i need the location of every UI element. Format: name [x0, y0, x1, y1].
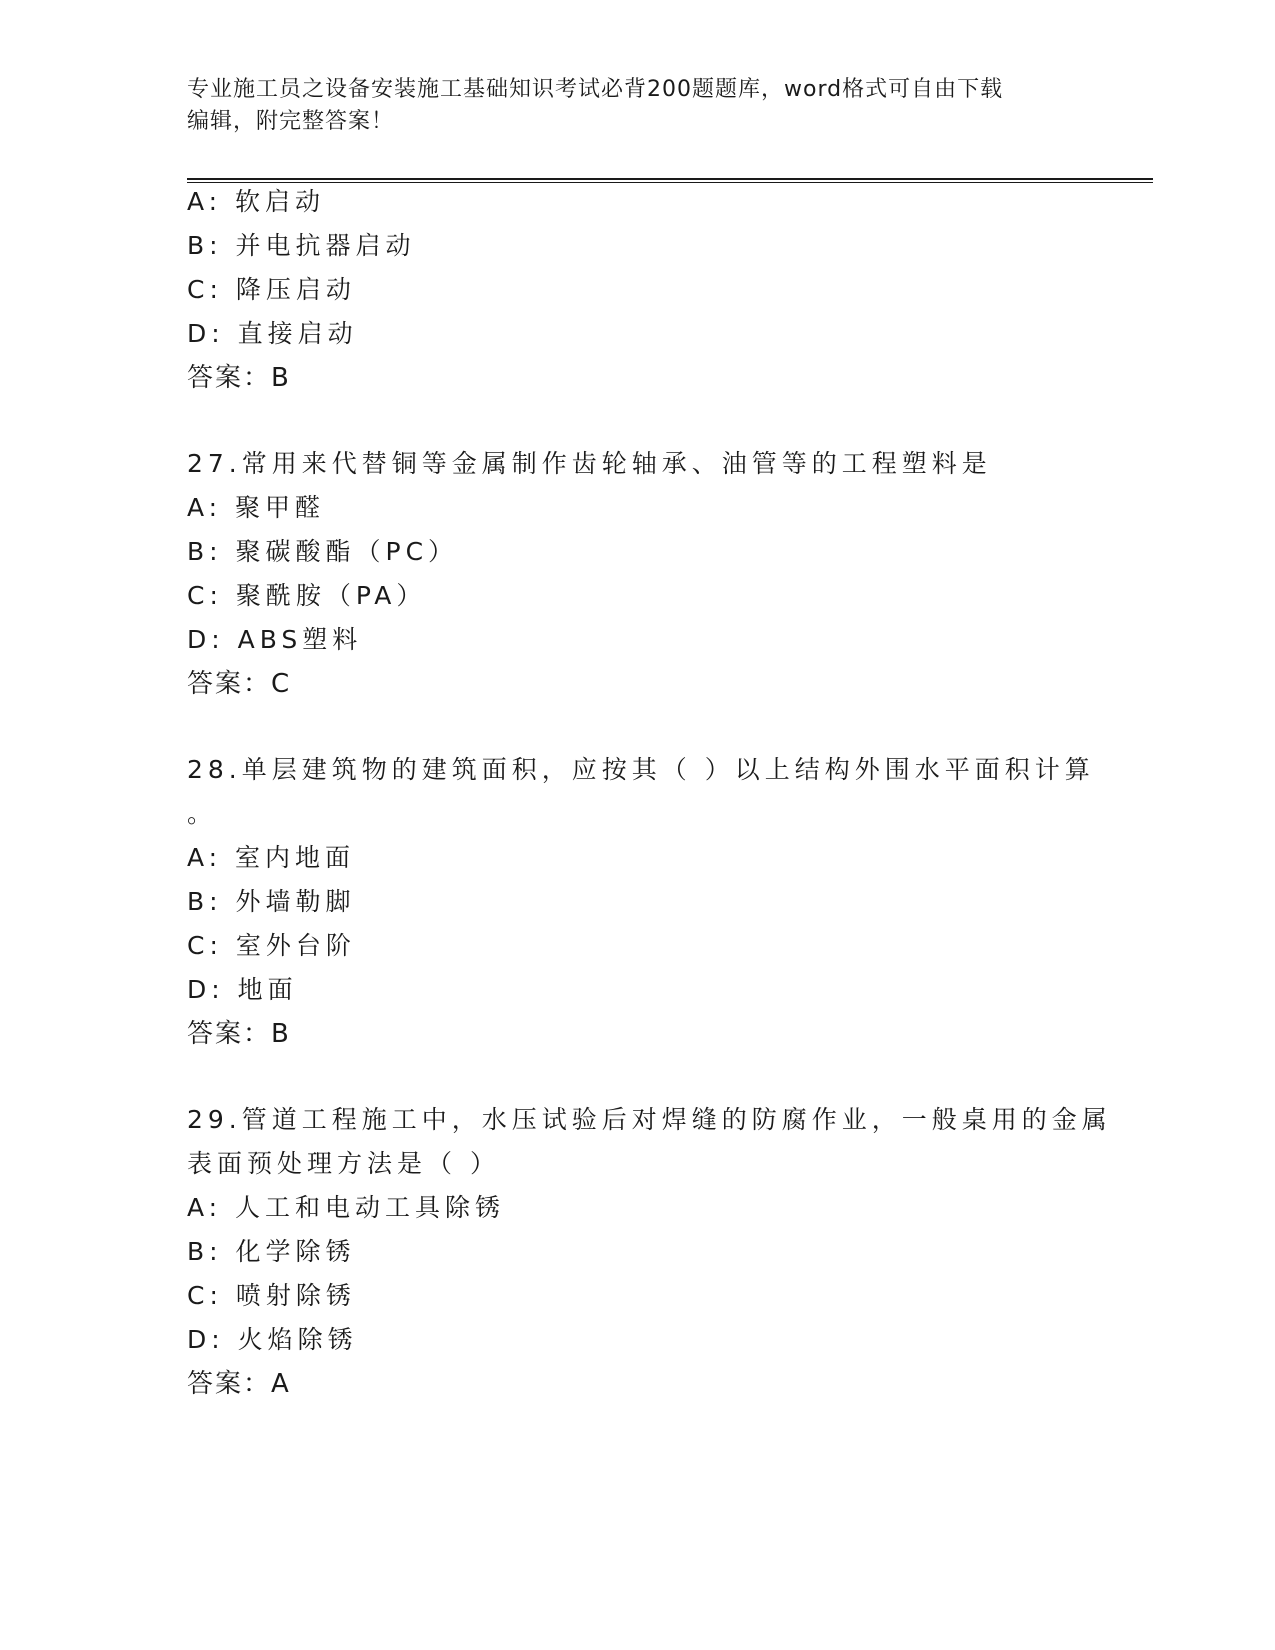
- q28-option-d: D: 地面: [187, 975, 298, 1004]
- q29-answer: 答案：A: [187, 1369, 291, 1399]
- q26-option-c: C: 降压启动: [187, 275, 356, 304]
- q27-question: 27.常用来代替铜等金属制作齿轮轴承、油管等的工程塑料是: [187, 449, 992, 478]
- q27-answer: 答案：C: [187, 669, 292, 699]
- q26-option-a: A: 软启动: [187, 187, 326, 216]
- q28-option-c: C: 室外台阶: [187, 931, 356, 960]
- q28-answer: 答案：B: [187, 1019, 291, 1049]
- q27-option-a: A: 聚甲醛: [187, 493, 326, 522]
- q27-option-d: D: ABS塑料: [187, 625, 363, 654]
- q29-question-line-2: 表面预处理方法是（ ）: [187, 1149, 500, 1178]
- q29-option-b: B: 化学除锈: [187, 1237, 356, 1266]
- q26-option-b: B: 并电抗器启动: [187, 231, 416, 260]
- q28-option-b: B: 外墙勒脚: [187, 887, 356, 916]
- q29-option-d: D: 火焰除锈: [187, 1325, 358, 1354]
- header-divider: [187, 178, 1153, 183]
- header-line-1: 专业施工员之设备安装施工基础知识考试必背200题题库，word格式可自由下载: [187, 77, 1004, 102]
- document-header: [187, 74, 1087, 138]
- q27-option-c: C: 聚酰胺（PA）: [187, 581, 427, 610]
- q28-question-line-1: 28.单层建筑物的建筑面积，应按其（ ）以上结构外围水平面积计算: [187, 755, 1095, 784]
- q26-option-d: D: 直接启动: [187, 319, 358, 348]
- q29-question-line-1: 29.管道工程施工中，水压试验后对焊缝的防腐作业，一般桌用的金属: [187, 1105, 1112, 1134]
- q29-option-a: A: 人工和电动工具除锈: [187, 1193, 506, 1222]
- header-line-2: 编辑，附完整答案！: [187, 109, 395, 134]
- q27-option-b: B: 聚碳酸酯（PC）: [187, 537, 459, 566]
- q28-option-a: A: 室内地面: [187, 843, 356, 872]
- q29-option-c: C: 喷射除锈: [187, 1281, 356, 1310]
- q28-question-line-2: 。: [187, 799, 218, 828]
- q26-answer: 答案：B: [187, 363, 291, 393]
